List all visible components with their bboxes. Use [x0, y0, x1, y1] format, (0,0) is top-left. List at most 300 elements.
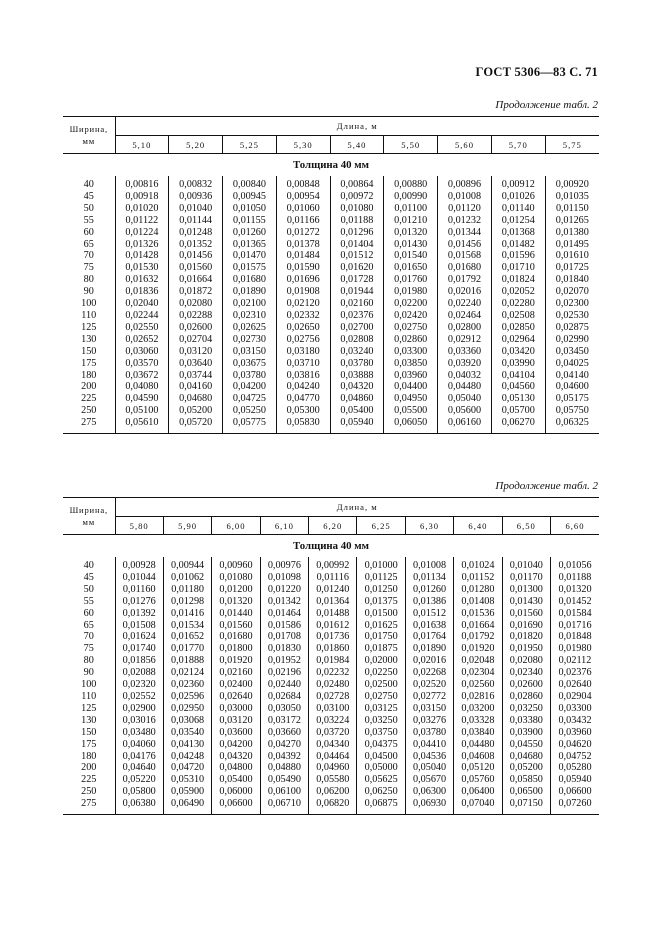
- volume-cell: 0,00945: [223, 191, 277, 203]
- volume-cell: 0,05940: [551, 774, 599, 786]
- length-value: 5,10: [115, 136, 169, 154]
- table-row: [63, 596, 599, 608]
- volume-cell: 0,04270: [260, 739, 308, 751]
- volume-cell: 0,02750: [384, 322, 438, 334]
- volume-cell: 0,02900: [115, 703, 163, 715]
- volume-cell: 0,02088: [115, 667, 163, 679]
- volume-cell: 0,02596: [163, 691, 211, 703]
- volume-cell: 0,01980: [551, 643, 599, 655]
- volume-cell: 0,06250: [357, 786, 405, 798]
- length-value: 5,20: [169, 136, 223, 154]
- volume-cell: 0,06000: [212, 786, 260, 798]
- volume-cell: 0,02500: [357, 679, 405, 691]
- volume-cell: 0,01320: [551, 584, 599, 596]
- volume-cell: 0,01560: [212, 620, 260, 632]
- volume-cell: 0,01000: [357, 557, 405, 572]
- volume-cell: 0,06160: [438, 417, 492, 433]
- volume-cell: 0,03120: [212, 715, 260, 727]
- volume-cell: 0,01122: [115, 215, 169, 227]
- volume-cell: 0,01260: [223, 227, 277, 239]
- volume-cell: 0,01456: [169, 250, 223, 262]
- table-row: [63, 584, 599, 596]
- volume-cell: 0,02240: [438, 298, 492, 310]
- table-row: [63, 191, 599, 203]
- volume-cell: 0,03570: [115, 358, 169, 370]
- volume-cell: 0,02400: [212, 679, 260, 691]
- volume-cell: 0,01584: [551, 608, 599, 620]
- volume-cell: 0,01386: [405, 596, 453, 608]
- volume-cell: 0,01116: [309, 572, 357, 584]
- volume-cell: 0,03125: [357, 703, 405, 715]
- volume-cell: 0,05310: [163, 774, 211, 786]
- volume-cell: 0,01210: [384, 215, 438, 227]
- volume-cell: 0,01248: [169, 227, 223, 239]
- volume-cell: 0,04752: [551, 751, 599, 763]
- volume-cell: 0,01840: [545, 274, 599, 286]
- volume-cell: 0,05200: [502, 762, 550, 774]
- volume-cell: 0,04464: [309, 751, 357, 763]
- volume-cell: 0,01708: [260, 631, 308, 643]
- width-value: 275: [63, 417, 115, 433]
- volume-cell: 0,01650: [384, 262, 438, 274]
- volume-cell: 0,01856: [115, 655, 163, 667]
- volume-cell: 0,02772: [405, 691, 453, 703]
- volume-cell: 0,01920: [212, 655, 260, 667]
- volume-cell: 0,01690: [502, 620, 550, 632]
- width-header: [63, 117, 115, 154]
- volume-cell: 0,02860: [502, 691, 550, 703]
- volume-cell: 0,02560: [454, 679, 502, 691]
- volume-cell: 0,00976: [260, 557, 308, 572]
- volume-cell: 0,05850: [502, 774, 550, 786]
- volume-cell: 0,01632: [115, 274, 169, 286]
- volume-cell: 0,03172: [260, 715, 308, 727]
- volume-cell: 0,01890: [405, 643, 453, 655]
- volume-cell: 0,02124: [163, 667, 211, 679]
- volume-cell: 0,01150: [545, 203, 599, 215]
- volume-cell: 0,00992: [309, 557, 357, 572]
- volume-cell: 0,05720: [169, 417, 223, 433]
- table-row: [63, 262, 599, 274]
- volume-cell: 0,01428: [115, 250, 169, 262]
- length-value: 5,90: [163, 517, 211, 535]
- table-row: [63, 203, 599, 215]
- volume-cell: 0,04480: [438, 381, 492, 393]
- volume-cell: 0,06875: [357, 798, 405, 814]
- width-header-line2: мм: [82, 136, 95, 146]
- volume-cell: 0,03300: [551, 703, 599, 715]
- volume-cell: 0,02756: [276, 334, 330, 346]
- volume-cell: 0,01575: [223, 262, 277, 274]
- volume-cell: 0,04720: [163, 762, 211, 774]
- width-value: 45: [83, 190, 94, 202]
- table-row: [63, 322, 599, 334]
- volume-cell: 0,06325: [545, 417, 599, 433]
- volume-cell: 0,03420: [491, 346, 545, 358]
- volume-cell: 0,05000: [357, 762, 405, 774]
- width-value: 125: [81, 702, 97, 714]
- volume-cell: 0,03600: [212, 727, 260, 739]
- length-value: 6,25: [357, 517, 405, 535]
- width-value: 100: [81, 679, 97, 691]
- volume-cell: 0,02160: [330, 298, 384, 310]
- volume-cell: 0,03640: [169, 358, 223, 370]
- volume-cell: 0,01860: [309, 643, 357, 655]
- volume-cell: 0,02640: [212, 691, 260, 703]
- volume-cell: 0,01495: [545, 239, 599, 251]
- volume-cell: 0,01008: [438, 191, 492, 203]
- volume-cell: 0,02376: [330, 310, 384, 322]
- volume-cell: 0,01100: [384, 203, 438, 215]
- table-row: [63, 620, 599, 632]
- width-value: 250: [81, 405, 97, 417]
- volume-cell: 0,01464: [260, 608, 308, 620]
- length-header: Длина, м: [115, 117, 599, 136]
- volume-cell: 0,03250: [357, 715, 405, 727]
- thickness-label: Толщина 40 мм: [293, 159, 369, 171]
- volume-cell: 0,02420: [384, 310, 438, 322]
- length-value: 6,00: [212, 517, 260, 535]
- table-row: [63, 786, 599, 798]
- volume-cell: 0,00896: [438, 176, 492, 191]
- volume-cell: 0,00928: [115, 557, 163, 572]
- width-header-line1: Ширина,: [69, 124, 108, 134]
- table-row: [63, 727, 599, 739]
- volume-cell: 0,02376: [551, 667, 599, 679]
- volume-cell: 0,01265: [545, 215, 599, 227]
- table-row: [63, 557, 599, 572]
- volume-cell: 0,01920: [454, 643, 502, 655]
- volume-cell: 0,02000: [357, 655, 405, 667]
- volume-cell: 0,03750: [357, 727, 405, 739]
- volume-cell: 0,04960: [309, 762, 357, 774]
- volume-cell: 0,03100: [309, 703, 357, 715]
- volume-cell: 0,02080: [169, 298, 223, 310]
- volume-cell: 0,01484: [276, 250, 330, 262]
- volume-cell: 0,01624: [115, 631, 163, 643]
- volume-cell: 0,01452: [551, 596, 599, 608]
- volume-cell: 0,03816: [276, 370, 330, 382]
- volume-cell: 0,05280: [551, 762, 599, 774]
- volume-cell: 0,01590: [276, 262, 330, 274]
- width-value: 180: [81, 369, 97, 381]
- volume-cell: 0,01770: [163, 643, 211, 655]
- volume-cell: 0,02232: [309, 667, 357, 679]
- volume-cell: 0,03180: [276, 346, 330, 358]
- width-value: 80: [83, 274, 94, 286]
- volume-cell: 0,04950: [384, 393, 438, 405]
- volume-cell: 0,04410: [405, 739, 453, 751]
- volume-cell: 0,03780: [405, 727, 453, 739]
- volume-cell: 0,02250: [357, 667, 405, 679]
- volume-cell: 0,02100: [223, 298, 277, 310]
- volume-cell: 0,04640: [115, 762, 163, 774]
- volume-cell: 0,04320: [212, 751, 260, 763]
- volume-cell: 0,04880: [260, 762, 308, 774]
- volume-cell: 0,02800: [438, 322, 492, 334]
- volume-cell: 0,01224: [115, 227, 169, 239]
- lumber-volume-table-1: [63, 116, 599, 434]
- volume-cell: 0,06710: [260, 798, 308, 814]
- volume-cell: 0,02048: [454, 655, 502, 667]
- volume-cell: 0,03432: [551, 715, 599, 727]
- volume-cell: 0,03480: [115, 727, 163, 739]
- volume-cell: 0,04032: [438, 370, 492, 382]
- volume-cell: 0,01062: [163, 572, 211, 584]
- volume-cell: 0,04725: [223, 393, 277, 405]
- volume-cell: 0,05040: [405, 762, 453, 774]
- volume-cell: 0,03960: [384, 370, 438, 382]
- width-header-line1: Ширина,: [69, 505, 108, 515]
- volume-cell: 0,01652: [163, 631, 211, 643]
- table-row: [63, 405, 599, 417]
- volume-cell: 0,01044: [115, 572, 163, 584]
- table-row: [63, 393, 599, 405]
- volume-cell: 0,01026: [491, 191, 545, 203]
- volume-cell: 0,02552: [115, 691, 163, 703]
- volume-cell: 0,03888: [330, 370, 384, 382]
- volume-cell: 0,00918: [115, 191, 169, 203]
- volume-cell: 0,04550: [502, 739, 550, 751]
- volume-cell: 0,01188: [551, 572, 599, 584]
- volume-cell: 0,00954: [276, 191, 330, 203]
- volume-cell: 0,01280: [454, 584, 502, 596]
- volume-cell: 0,02950: [163, 703, 211, 715]
- volume-cell: 0,03675: [223, 358, 277, 370]
- volume-cell: 0,00960: [212, 557, 260, 572]
- volume-cell: 0,01320: [212, 596, 260, 608]
- thickness-label: Толщина 40 мм: [293, 540, 369, 552]
- volume-cell: 0,04240: [276, 381, 330, 393]
- volume-cell: 0,03920: [438, 358, 492, 370]
- volume-cell: 0,03744: [169, 370, 223, 382]
- volume-cell: 0,03000: [212, 703, 260, 715]
- volume-cell: 0,04176: [115, 751, 163, 763]
- width-value: 180: [81, 750, 97, 762]
- volume-cell: 0,01430: [502, 596, 550, 608]
- volume-cell: 0,03840: [454, 727, 502, 739]
- volume-cell: 0,02244: [115, 310, 169, 322]
- volume-cell: 0,01440: [212, 608, 260, 620]
- volume-cell: 0,02625: [223, 322, 277, 334]
- volume-cell: 0,05120: [454, 762, 502, 774]
- volume-cell: 0,01625: [357, 620, 405, 632]
- volume-cell: 0,01364: [309, 596, 357, 608]
- volume-cell: 0,04680: [502, 751, 550, 763]
- table-row: [63, 774, 599, 786]
- volume-cell: 0,05040: [438, 393, 492, 405]
- volume-cell: 0,01792: [438, 274, 492, 286]
- volume-cell: 0,04130: [163, 739, 211, 751]
- volume-cell: 0,01272: [276, 227, 330, 239]
- volume-cell: 0,01728: [330, 274, 384, 286]
- volume-cell: 0,01155: [223, 215, 277, 227]
- volume-cell: 0,07040: [454, 798, 502, 814]
- volume-cell: 0,01830: [260, 643, 308, 655]
- volume-cell: 0,01872: [169, 286, 223, 298]
- volume-cell: 0,01296: [330, 227, 384, 239]
- volume-cell: 0,05625: [357, 774, 405, 786]
- volume-cell: 0,03450: [545, 346, 599, 358]
- volume-cell: 0,03360: [438, 346, 492, 358]
- volume-cell: 0,01488: [309, 608, 357, 620]
- table-row: [63, 176, 599, 191]
- length-value: 5,60: [438, 136, 492, 154]
- volume-cell: 0,02080: [502, 655, 550, 667]
- volume-cell: 0,01375: [357, 596, 405, 608]
- volume-cell: 0,05600: [438, 405, 492, 417]
- volume-cell: 0,02016: [405, 655, 453, 667]
- length-value: 6,20: [309, 517, 357, 535]
- volume-cell: 0,01035: [545, 191, 599, 203]
- volume-cell: 0,02530: [545, 310, 599, 322]
- volume-cell: 0,02600: [169, 322, 223, 334]
- volume-cell: 0,02340: [502, 667, 550, 679]
- volume-cell: 0,01950: [502, 643, 550, 655]
- table-row: [63, 643, 599, 655]
- length-value: 6,10: [260, 517, 308, 535]
- length-value: 6,30: [405, 517, 453, 535]
- volume-cell: 0,01482: [491, 239, 545, 251]
- volume-cell: 0,04800: [212, 762, 260, 774]
- volume-cell: 0,03540: [163, 727, 211, 739]
- volume-cell: 0,06600: [212, 798, 260, 814]
- volume-cell: 0,02600: [502, 679, 550, 691]
- volume-cell: 0,01408: [454, 596, 502, 608]
- volume-cell: 0,01326: [115, 239, 169, 251]
- volume-cell: 0,01760: [384, 274, 438, 286]
- width-value: 40: [83, 560, 94, 571]
- table-row: [63, 715, 599, 727]
- volume-cell: 0,03720: [309, 727, 357, 739]
- length-header: Длина, м: [115, 498, 599, 517]
- table-row: [63, 298, 599, 310]
- volume-cell: 0,01512: [330, 250, 384, 262]
- volume-cell: 0,04770: [276, 393, 330, 405]
- volume-cell: 0,01320: [384, 227, 438, 239]
- volume-cell: 0,01500: [357, 608, 405, 620]
- width-value: 130: [81, 333, 97, 345]
- volume-cell: 0,01944: [330, 286, 384, 298]
- volume-cell: 0,00848: [276, 176, 330, 191]
- volume-cell: 0,03900: [502, 727, 550, 739]
- volume-cell: 0,00864: [330, 176, 384, 191]
- volume-cell: 0,01792: [454, 631, 502, 643]
- volume-cell: 0,04480: [454, 739, 502, 751]
- length-value: 5,80: [115, 517, 163, 535]
- volume-cell: 0,02550: [115, 322, 169, 334]
- volume-cell: 0,03150: [405, 703, 453, 715]
- volume-cell: 0,03780: [330, 358, 384, 370]
- volume-cell: 0,03120: [169, 346, 223, 358]
- volume-cell: 0,01508: [115, 620, 163, 632]
- width-value: 130: [81, 714, 97, 726]
- volume-cell: 0,01530: [115, 262, 169, 274]
- volume-cell: 0,04608: [454, 751, 502, 763]
- volume-cell: 0,06300: [405, 786, 453, 798]
- volume-cell: 0,05400: [330, 405, 384, 417]
- volume-cell: 0,01080: [212, 572, 260, 584]
- volume-cell: 0,02016: [438, 286, 492, 298]
- volume-cell: 0,02304: [454, 667, 502, 679]
- volume-cell: 0,02912: [438, 334, 492, 346]
- volume-cell: 0,02196: [260, 667, 308, 679]
- volume-cell: 0,04375: [357, 739, 405, 751]
- volume-cell: 0,07150: [502, 798, 550, 814]
- length-values-row: [63, 136, 599, 154]
- volume-cell: 0,04392: [260, 751, 308, 763]
- volume-cell: 0,05700: [491, 405, 545, 417]
- volume-cell: 0,00920: [545, 176, 599, 191]
- volume-cell: 0,02120: [276, 298, 330, 310]
- volume-cell: 0,04860: [330, 393, 384, 405]
- volume-cell: 0,05130: [491, 393, 545, 405]
- volume-cell: 0,01952: [260, 655, 308, 667]
- volume-cell: 0,01276: [115, 596, 163, 608]
- volume-cell: 0,02808: [330, 334, 384, 346]
- volume-cell: 0,05800: [115, 786, 163, 798]
- width-value: 100: [81, 298, 97, 310]
- volume-cell: 0,01352: [169, 239, 223, 251]
- volume-cell: 0,04536: [405, 751, 453, 763]
- volume-cell: 0,02268: [405, 667, 453, 679]
- volume-cell: 0,01638: [405, 620, 453, 632]
- volume-cell: 0,02520: [405, 679, 453, 691]
- volume-cell: 0,03240: [330, 346, 384, 358]
- volume-cell: 0,02332: [276, 310, 330, 322]
- volume-cell: 0,02904: [551, 691, 599, 703]
- width-value: 75: [83, 643, 94, 655]
- width-value: 50: [83, 583, 94, 595]
- width-value: 70: [83, 250, 94, 262]
- width-value: 150: [81, 345, 97, 357]
- table-row: [63, 631, 599, 643]
- volume-cell: 0,05220: [115, 774, 163, 786]
- table-row: [63, 417, 599, 433]
- volume-cell: 0,05490: [260, 774, 308, 786]
- width-value: 55: [83, 214, 94, 226]
- volume-cell: 0,04080: [115, 381, 169, 393]
- volume-cell: 0,01140: [491, 203, 545, 215]
- volume-cell: 0,03990: [491, 358, 545, 370]
- volume-cell: 0,01008: [405, 557, 453, 572]
- volume-cell: 0,01536: [454, 608, 502, 620]
- volume-cell: 0,06050: [384, 417, 438, 433]
- volume-cell: 0,04680: [169, 393, 223, 405]
- volume-cell: 0,01664: [169, 274, 223, 286]
- volume-cell: 0,01416: [163, 608, 211, 620]
- volume-cell: 0,04140: [545, 370, 599, 382]
- table-row: [63, 286, 599, 298]
- volume-cell: 0,03660: [260, 727, 308, 739]
- volume-cell: 0,04590: [115, 393, 169, 405]
- volume-cell: 0,01060: [276, 203, 330, 215]
- volume-cell: 0,01800: [212, 643, 260, 655]
- volume-cell: 0,03710: [276, 358, 330, 370]
- width-value: 50: [83, 202, 94, 214]
- volume-cell: 0,06600: [551, 786, 599, 798]
- volume-cell: 0,01040: [502, 557, 550, 572]
- volume-cell: 0,02300: [545, 298, 599, 310]
- volume-cell: 0,02875: [545, 322, 599, 334]
- volume-cell: 0,04060: [115, 739, 163, 751]
- volume-cell: 0,01750: [357, 631, 405, 643]
- table-row: [63, 381, 599, 393]
- volume-cell: 0,04025: [545, 358, 599, 370]
- volume-cell: 0,01836: [115, 286, 169, 298]
- width-value: 200: [81, 762, 97, 774]
- width-value: 65: [83, 238, 94, 250]
